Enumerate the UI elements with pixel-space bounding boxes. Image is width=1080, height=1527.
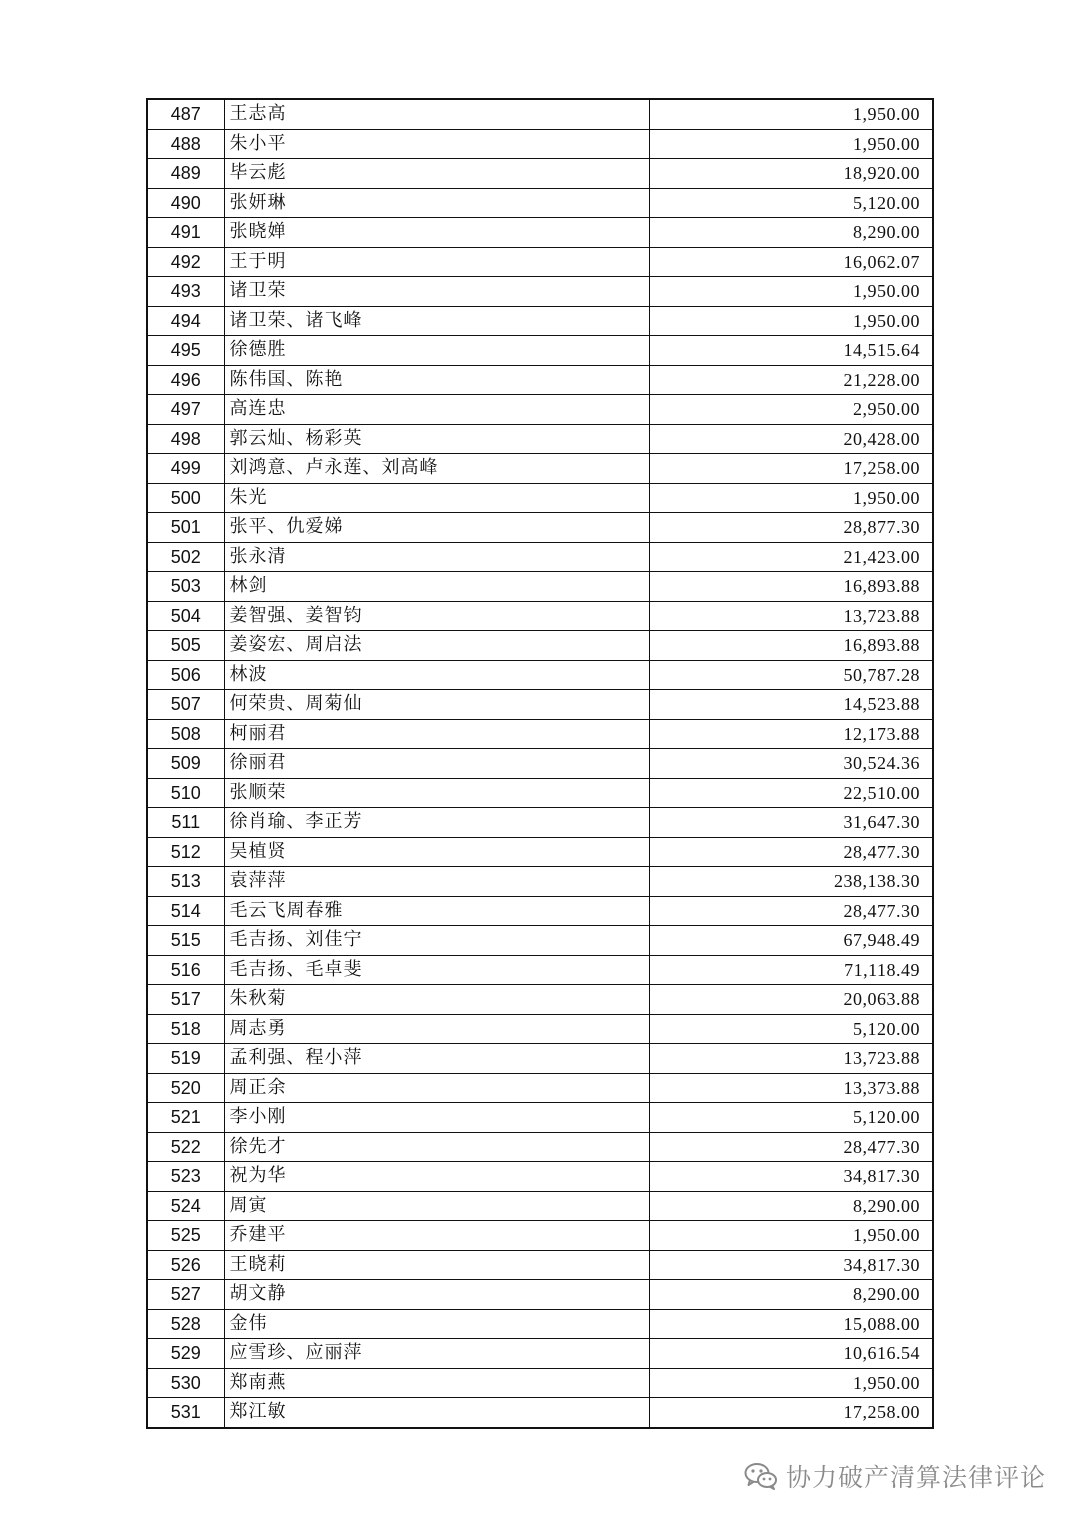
claim-amount: 1,950.00 [649, 277, 933, 307]
row-number: 528 [147, 1309, 224, 1339]
table-row [147, 188, 933, 218]
claim-amount: 21,228.00 [649, 365, 933, 395]
claim-amount: 13,723.88 [649, 601, 933, 631]
claim-amount: 16,062.07 [649, 247, 933, 277]
row-number: 488 [147, 129, 224, 159]
table-row [147, 1280, 933, 1310]
table-row [147, 690, 933, 720]
row-number: 516 [147, 955, 224, 985]
row-number: 517 [147, 985, 224, 1015]
row-number: 501 [147, 513, 224, 543]
table-row [147, 1103, 933, 1133]
claim-amount: 17,258.00 [649, 454, 933, 484]
row-number: 498 [147, 424, 224, 454]
table-row [147, 719, 933, 749]
row-number: 530 [147, 1368, 224, 1398]
table-row [147, 572, 933, 602]
creditor-name: 张顺荣 [224, 778, 649, 808]
row-number: 515 [147, 926, 224, 956]
table-row [147, 1398, 933, 1428]
row-number: 491 [147, 218, 224, 248]
row-number: 509 [147, 749, 224, 779]
creditor-name: 郑南燕 [224, 1368, 649, 1398]
creditor-name: 张永清 [224, 542, 649, 572]
creditor-name: 徐丽君 [224, 749, 649, 779]
claim-amount: 67,948.49 [649, 926, 933, 956]
creditor-name: 毛吉扬、毛卓斐 [224, 955, 649, 985]
table-row [147, 778, 933, 808]
creditor-name: 乔建平 [224, 1221, 649, 1251]
row-number: 497 [147, 395, 224, 425]
claim-amount: 31,647.30 [649, 808, 933, 838]
creditor-name: 周正余 [224, 1073, 649, 1103]
table-row [147, 1014, 933, 1044]
table-row [147, 955, 933, 985]
row-number: 499 [147, 454, 224, 484]
creditor-name: 毛云飞周春雅 [224, 896, 649, 926]
creditor-name: 郑江敏 [224, 1398, 649, 1428]
creditor-name: 袁萍萍 [224, 867, 649, 897]
creditor-name: 孟利强、程小萍 [224, 1044, 649, 1074]
table-row [147, 218, 933, 248]
table-row [147, 513, 933, 543]
table-row [147, 1162, 933, 1192]
creditor-name: 诸卫荣 [224, 277, 649, 307]
row-number: 522 [147, 1132, 224, 1162]
creditor-name: 何荣贵、周菊仙 [224, 690, 649, 720]
creditor-name: 林剑 [224, 572, 649, 602]
wechat-icon [744, 1462, 778, 1490]
creditor-name: 柯丽君 [224, 719, 649, 749]
claim-amount: 16,893.88 [649, 572, 933, 602]
claim-amount: 20,428.00 [649, 424, 933, 454]
creditor-name: 王志高 [224, 99, 649, 129]
table-row [147, 749, 933, 779]
table-row [147, 247, 933, 277]
creditor-name: 李小刚 [224, 1103, 649, 1133]
row-number: 514 [147, 896, 224, 926]
table-row [147, 926, 933, 956]
row-number: 494 [147, 306, 224, 336]
table-row [147, 365, 933, 395]
row-number: 496 [147, 365, 224, 395]
creditor-name: 朱小平 [224, 129, 649, 159]
row-number: 527 [147, 1280, 224, 1310]
creditor-name: 诸卫荣、诸飞峰 [224, 306, 649, 336]
watermark [744, 1458, 1046, 1494]
row-number: 487 [147, 99, 224, 129]
claim-amount: 1,950.00 [649, 306, 933, 336]
row-number: 507 [147, 690, 224, 720]
table-row [147, 631, 933, 661]
claim-amount: 28,477.30 [649, 1132, 933, 1162]
claim-amount: 2,950.00 [649, 395, 933, 425]
claim-amount: 13,723.88 [649, 1044, 933, 1074]
row-number: 503 [147, 572, 224, 602]
claims-table-body [147, 99, 933, 1428]
row-number: 518 [147, 1014, 224, 1044]
table-row [147, 129, 933, 159]
creditor-name: 祝为华 [224, 1162, 649, 1192]
creditor-name: 王于明 [224, 247, 649, 277]
table-row [147, 306, 933, 336]
creditor-name: 周志勇 [224, 1014, 649, 1044]
creditor-name: 陈伟国、陈艳 [224, 365, 649, 395]
row-number: 508 [147, 719, 224, 749]
row-number: 493 [147, 277, 224, 307]
creditor-name: 朱秋菊 [224, 985, 649, 1015]
table-row [147, 808, 933, 838]
claim-amount: 1,950.00 [649, 1368, 933, 1398]
claim-amount: 71,118.49 [649, 955, 933, 985]
creditor-name: 吴植贤 [224, 837, 649, 867]
row-number: 500 [147, 483, 224, 513]
claim-amount: 5,120.00 [649, 1014, 933, 1044]
row-number: 521 [147, 1103, 224, 1133]
row-number: 520 [147, 1073, 224, 1103]
row-number: 519 [147, 1044, 224, 1074]
row-number: 526 [147, 1250, 224, 1280]
claim-amount: 16,893.88 [649, 631, 933, 661]
creditor-name: 徐先才 [224, 1132, 649, 1162]
row-number: 513 [147, 867, 224, 897]
creditor-name: 林波 [224, 660, 649, 690]
claim-amount: 238,138.30 [649, 867, 933, 897]
creditor-name: 毕云彪 [224, 159, 649, 189]
claim-amount: 5,120.00 [649, 188, 933, 218]
watermark-text: 协力破产清算法律评论 [785, 1463, 1046, 1492]
creditor-name: 郭云灿、杨彩英 [224, 424, 649, 454]
claim-amount: 5,120.00 [649, 1103, 933, 1133]
row-number: 523 [147, 1162, 224, 1192]
table-row [147, 1309, 933, 1339]
table-row [147, 1368, 933, 1398]
claim-amount: 20,063.88 [649, 985, 933, 1015]
claim-amount: 28,877.30 [649, 513, 933, 543]
table-row [147, 1221, 933, 1251]
creditor-name: 姜智强、姜智钧 [224, 601, 649, 631]
table-row [147, 454, 933, 484]
table-row [147, 601, 933, 631]
creditor-name: 张晓婵 [224, 218, 649, 248]
table-row [147, 1191, 933, 1221]
table-row [147, 542, 933, 572]
claim-amount: 15,088.00 [649, 1309, 933, 1339]
creditor-name: 金伟 [224, 1309, 649, 1339]
table-row [147, 867, 933, 897]
row-number: 512 [147, 837, 224, 867]
claim-amount: 1,950.00 [649, 1221, 933, 1251]
claim-amount: 1,950.00 [649, 99, 933, 129]
creditor-name: 应雪珍、应丽萍 [224, 1339, 649, 1369]
table-row [147, 395, 933, 425]
creditor-name: 徐德胜 [224, 336, 649, 366]
creditor-name: 姜姿宏、周启法 [224, 631, 649, 661]
row-number: 510 [147, 778, 224, 808]
table-row [147, 985, 933, 1015]
claim-amount: 22,510.00 [649, 778, 933, 808]
claim-amount: 1,950.00 [649, 129, 933, 159]
row-number: 505 [147, 631, 224, 661]
table-row [147, 1044, 933, 1074]
claim-amount: 28,477.30 [649, 896, 933, 926]
row-number: 489 [147, 159, 224, 189]
table-row [147, 1339, 933, 1369]
creditor-name: 毛吉扬、刘佳宁 [224, 926, 649, 956]
row-number: 495 [147, 336, 224, 366]
row-number: 524 [147, 1191, 224, 1221]
claim-amount: 28,477.30 [649, 837, 933, 867]
claim-amount: 14,523.88 [649, 690, 933, 720]
row-number: 531 [147, 1398, 224, 1428]
claim-amount: 17,258.00 [649, 1398, 933, 1428]
row-number: 511 [147, 808, 224, 838]
table-row [147, 1132, 933, 1162]
table-row [147, 837, 933, 867]
claim-amount: 21,423.00 [649, 542, 933, 572]
creditor-name: 张平、仇爱娣 [224, 513, 649, 543]
table-row [147, 896, 933, 926]
table-row [147, 483, 933, 513]
creditor-name: 张妍琳 [224, 188, 649, 218]
table-row [147, 159, 933, 189]
creditor-name: 刘鸿意、卢永莲、刘高峰 [224, 454, 649, 484]
creditor-name: 胡文静 [224, 1280, 649, 1310]
claim-amount: 1,950.00 [649, 483, 933, 513]
row-number: 492 [147, 247, 224, 277]
claim-amount: 14,515.64 [649, 336, 933, 366]
claim-amount: 8,290.00 [649, 218, 933, 248]
claim-amount: 8,290.00 [649, 1280, 933, 1310]
row-number: 529 [147, 1339, 224, 1369]
claim-amount: 34,817.30 [649, 1162, 933, 1192]
creditor-name: 周寅 [224, 1191, 649, 1221]
table-row [147, 99, 933, 129]
claim-amount: 8,290.00 [649, 1191, 933, 1221]
claims-table [146, 98, 934, 1429]
table-row [147, 1250, 933, 1280]
claim-amount: 34,817.30 [649, 1250, 933, 1280]
table-row [147, 660, 933, 690]
creditor-name: 王晓莉 [224, 1250, 649, 1280]
creditor-name: 朱光 [224, 483, 649, 513]
table-row [147, 336, 933, 366]
claim-amount: 18,920.00 [649, 159, 933, 189]
claim-amount: 50,787.28 [649, 660, 933, 690]
table-row [147, 277, 933, 307]
claim-amount: 12,173.88 [649, 719, 933, 749]
claim-amount: 13,373.88 [649, 1073, 933, 1103]
table-row [147, 1073, 933, 1103]
creditor-name: 徐肖瑜、李正芳 [224, 808, 649, 838]
claim-amount: 10,616.54 [649, 1339, 933, 1369]
table-row [147, 424, 933, 454]
claim-amount: 30,524.36 [649, 749, 933, 779]
row-number: 506 [147, 660, 224, 690]
row-number: 504 [147, 601, 224, 631]
row-number: 525 [147, 1221, 224, 1251]
creditor-name: 高连忠 [224, 395, 649, 425]
row-number: 502 [147, 542, 224, 572]
row-number: 490 [147, 188, 224, 218]
